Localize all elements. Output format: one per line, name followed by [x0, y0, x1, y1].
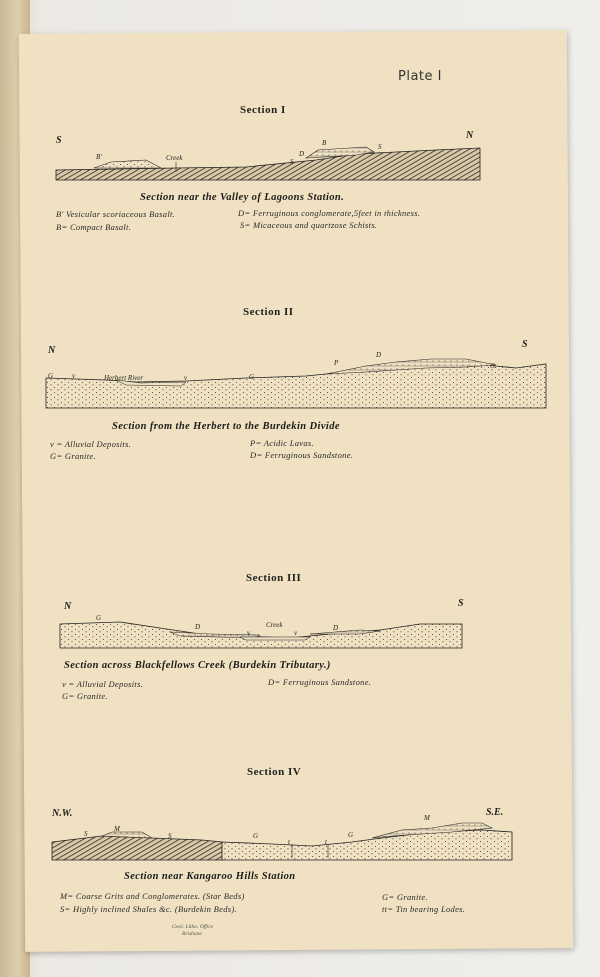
vesicular-basalt	[94, 160, 161, 168]
section-1-label: B'	[96, 153, 102, 161]
section-4-legend-item: G= Granite.	[382, 892, 428, 902]
section-4-label: M	[424, 814, 430, 822]
section-2-dir-left: N	[48, 345, 56, 356]
section-4-label: G	[348, 831, 354, 839]
section-3-dir-left: N	[64, 601, 72, 612]
alluvial-deposits	[240, 637, 310, 640]
section-2-dir-right: S	[522, 339, 528, 350]
section-3-cross-section	[60, 618, 464, 652]
section-4-title: Section IV	[247, 766, 302, 778]
section-1-legend-item: S= Micaceous and quartzose Schists.	[240, 220, 378, 230]
section-1-label: S	[378, 143, 382, 151]
burdekin-beds	[52, 836, 222, 860]
section-4-legend-item: M= Coarse Grits and Conglomerates. (Star Beds)	[60, 891, 245, 901]
section-1-label: B	[322, 139, 327, 147]
section-2-legend-item: v = Alluvial Deposits.	[50, 439, 132, 449]
section-4-label: t	[288, 838, 290, 846]
section-2-label: v	[72, 372, 76, 380]
section-2-cross-section	[46, 356, 546, 412]
section-2-label: Herbert River	[104, 374, 144, 382]
section-4-cross-section	[52, 820, 516, 864]
section-1-legend-item: B' Vesicular scoriaceous Basalt.	[56, 209, 176, 219]
section-2-label: P	[334, 359, 339, 367]
section-1-label: S	[290, 158, 294, 166]
section-1-caption: Section near the Valley of Lagoons Station.	[140, 192, 345, 203]
granite-body	[60, 622, 462, 648]
section-3-label: Creek	[266, 621, 283, 629]
section-4-label: M	[114, 825, 120, 833]
section-1-dir-left: S	[56, 135, 62, 146]
section-1-legend-item: B= Compact Basalt.	[56, 222, 132, 232]
section-2-label: v	[184, 374, 188, 382]
section-3-legend-item: D= Ferruginous Sandstone.	[268, 677, 372, 687]
imprint-line: Geol. Litho. Office	[172, 924, 214, 930]
section-4-dir-right: S.E.	[486, 807, 504, 818]
section-2-label: G	[249, 373, 255, 381]
section-1-legend-item: D= Ferruginous conglomerate,5feet in thickness.	[238, 208, 421, 218]
section-1-title: Section I	[240, 104, 286, 116]
section-3-label: v	[247, 629, 251, 637]
section-4-label: G	[253, 832, 259, 840]
section-4-label: S	[168, 832, 172, 840]
section-1-cross-section	[56, 138, 486, 184]
imprint-line: Brisbane	[182, 931, 202, 937]
section-4-caption: Section near Kangaroo Hills Station	[124, 871, 296, 882]
section-3-dir-right: S	[458, 598, 464, 609]
section-1-label: D	[299, 150, 305, 158]
section-2-legend-item: G= Granite.	[50, 451, 96, 461]
section-4-dir-left: N.W.	[52, 808, 73, 819]
section-3-label: D	[333, 624, 339, 632]
section-2-label: G	[48, 372, 54, 380]
section-4-label: t	[325, 838, 327, 846]
section-2-legend-item: D= Ferruginous Sandstone.	[250, 450, 354, 460]
section-3-legend-item: G= Granite.	[62, 691, 108, 701]
section-2-label: D	[376, 351, 382, 359]
plate-label: Plate I	[398, 69, 442, 84]
section-1-dir-right: N	[466, 130, 474, 141]
section-2-caption: Section from the Herbert to the Burdekin Divide	[112, 421, 340, 432]
granite-body	[222, 830, 512, 860]
section-1-label: Creek	[166, 154, 183, 162]
section-2-title: Section II	[243, 306, 294, 318]
section-3-label: G	[96, 614, 102, 622]
section-4-label: S	[84, 830, 88, 838]
section-3-label: D	[195, 623, 201, 631]
section-3-legend-item: v = Alluvial Deposits.	[62, 679, 144, 689]
section-4-legend-item: tt= Tin bearing Lodes.	[382, 904, 466, 914]
section-2-legend-item: P= Acidic Lavas.	[250, 438, 314, 448]
section-2-label: G	[490, 362, 496, 370]
section-3-title: Section III	[246, 572, 302, 584]
printer-imprint	[172, 924, 213, 938]
granite-body	[46, 361, 546, 408]
section-4-legend-item: S= Highly inclined Shales &c. (Burdekin Beds).	[60, 904, 237, 914]
section-3-label: v	[294, 629, 298, 637]
section-3-caption: Section across Blackfellows Creek (Burdekin Tributary.)	[64, 660, 331, 671]
